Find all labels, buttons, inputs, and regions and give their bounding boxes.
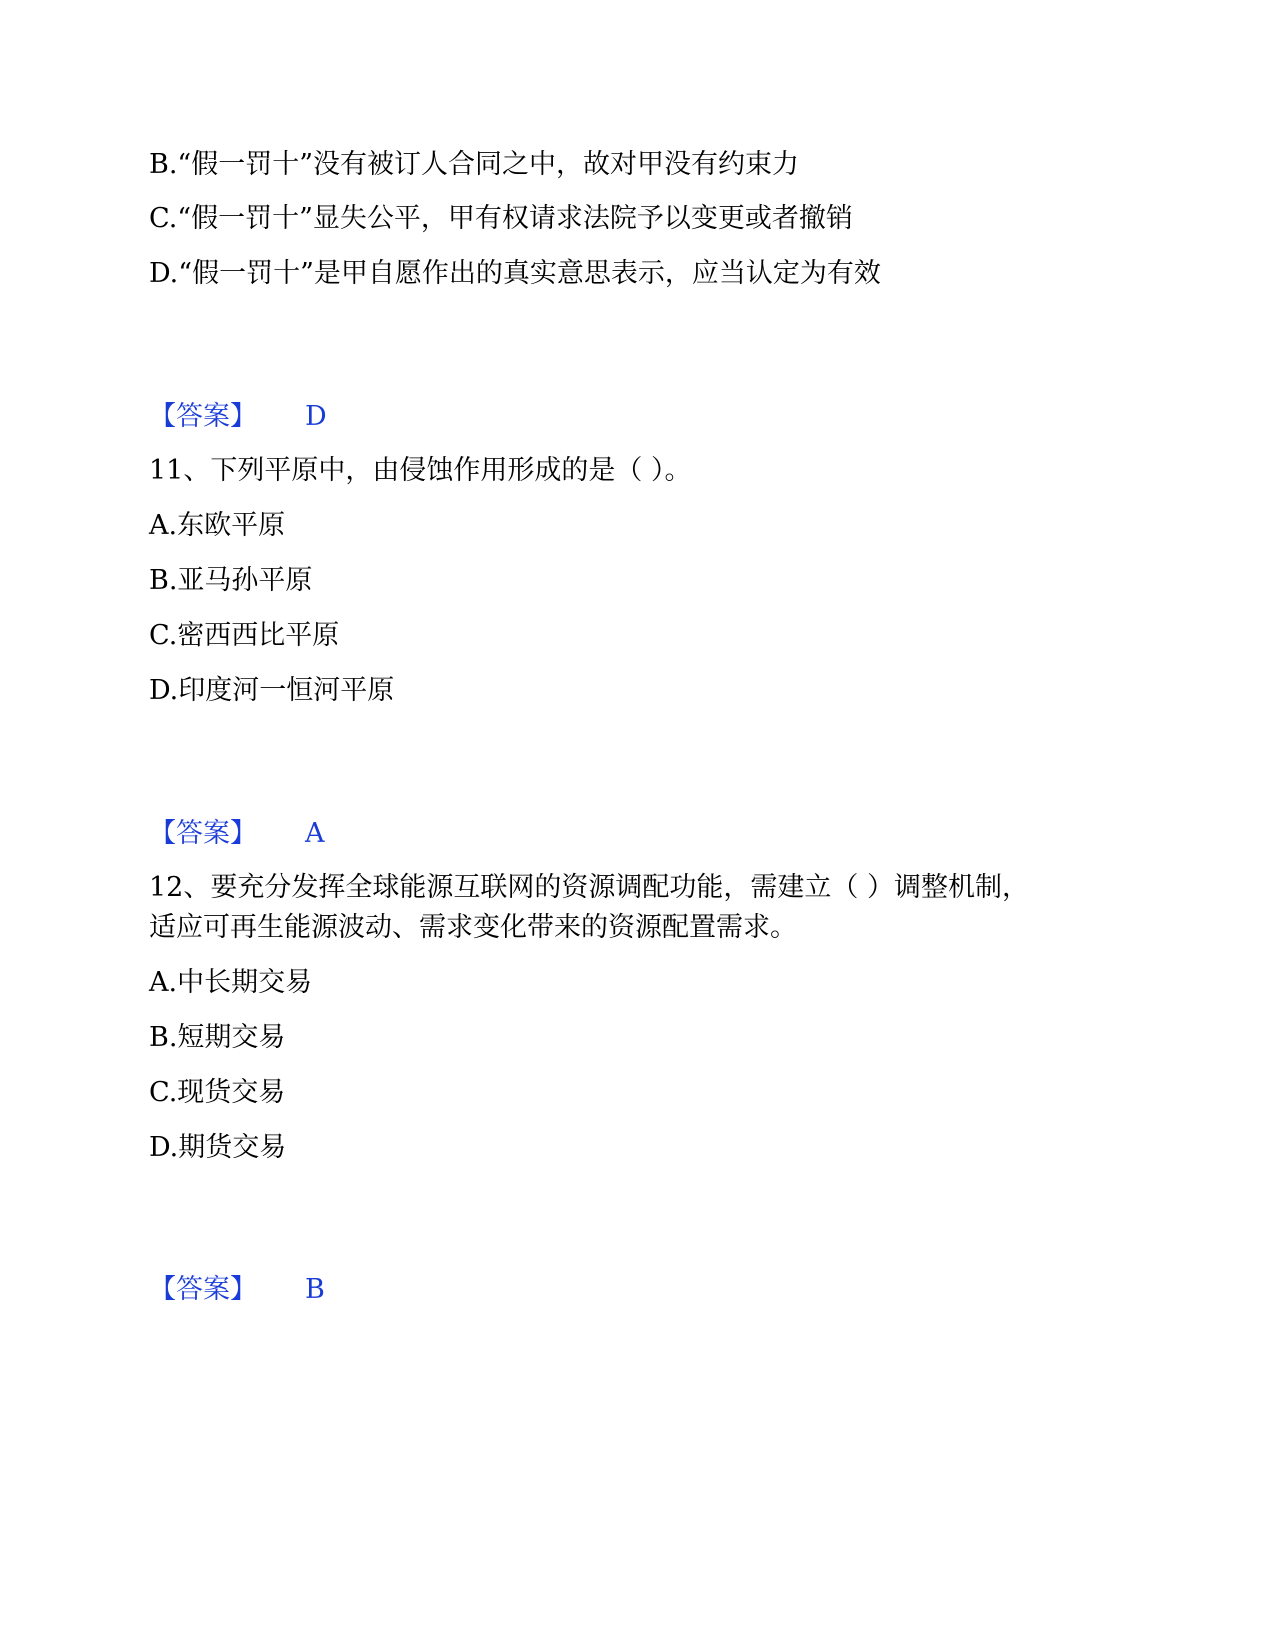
q11-answer-value: A — [305, 818, 325, 849]
q12-option-b: B.短期交易 — [149, 1022, 286, 1053]
q11-option-c: C.密西西比平原 — [149, 620, 340, 651]
q11-option-d: D.印度河一恒河平原 — [149, 675, 395, 706]
q10-answer-value: D — [305, 401, 327, 432]
q10-answer-label: 【答案】 — [149, 401, 257, 432]
q11-answer-label: 【答案】 — [149, 818, 257, 849]
q12-option-c: C.现货交易 — [149, 1077, 286, 1108]
q10-option-c: C.“假一罚十”显失公平，甲有权请求法院予以变更或者撤销 — [149, 203, 853, 234]
q12-answer-value: B — [305, 1274, 325, 1305]
q12-stem-line-2: 适应可再生能源波动、需求变化带来的资源配置需求。 — [149, 912, 797, 943]
q12-option-a: A.中长期交易 — [149, 967, 313, 998]
q11-option-b: B.亚马孙平原 — [149, 565, 313, 596]
q12-answer-label: 【答案】 — [149, 1274, 257, 1305]
q12-option-d: D.期货交易 — [149, 1132, 287, 1163]
q11-stem: 11、下列平原中，由侵蚀作用形成的是（ ）。 — [149, 455, 692, 486]
q11-option-a: A.东欧平原 — [149, 510, 286, 541]
q12-stem-line-1: 12、要充分发挥全球能源互联网的资源调配功能，需建立（ ）调整机制， — [149, 872, 1029, 903]
q10-option-b: B.“假一罚十”没有被订人合同之中，故对甲没有约束力 — [149, 149, 800, 180]
q10-option-d: D.“假一罚十”是甲自愿作出的真实意思表示，应当认定为有效 — [149, 258, 881, 289]
